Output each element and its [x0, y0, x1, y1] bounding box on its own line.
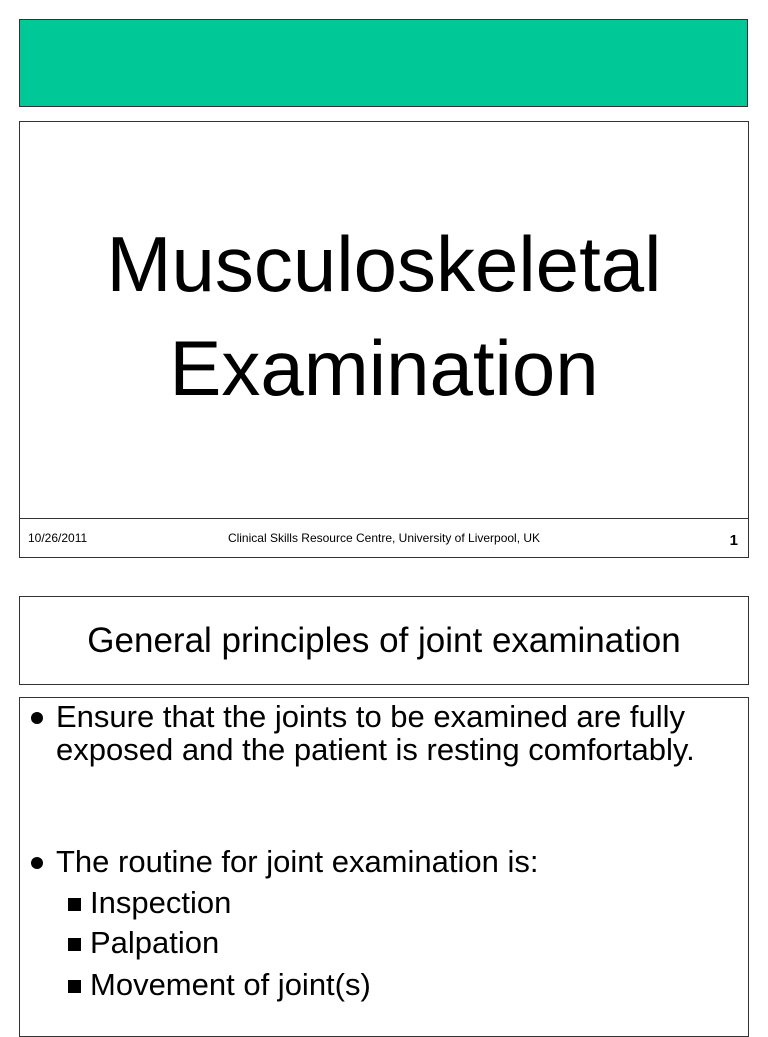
sub-item-text: Inspection [90, 885, 232, 920]
sub-item-text: Movement of joint(s) [90, 967, 371, 1002]
footer-source: Clinical Skills Resource Centre, University of Liverpool, UK [227, 531, 541, 545]
square-bullet-icon [68, 980, 81, 993]
sub-item-text: Palpation [90, 925, 220, 960]
square-bullet-icon [68, 898, 81, 911]
slide2-body [19, 697, 749, 1037]
page-number: 1 [729, 532, 738, 549]
footer-date: 10/26/2011 [28, 531, 88, 545]
slide-footer [20, 518, 748, 558]
bullet-text: Ensure that the joints to be examined are fully exposed and the patient is resting comfortably. [56, 699, 695, 767]
slide2-title-box [19, 596, 749, 685]
slide-header-banner [19, 19, 748, 107]
bullet-dot-icon [31, 712, 43, 724]
bullet-text: The routine for joint examination is: [56, 844, 539, 879]
bullet-dot-icon [31, 857, 43, 869]
slide-title: Musculoskeletal Examination [106, 220, 662, 412]
square-bullet-icon [68, 938, 81, 951]
title-slide [19, 121, 749, 558]
slide2-title: General principles of joint examination [87, 620, 681, 660]
